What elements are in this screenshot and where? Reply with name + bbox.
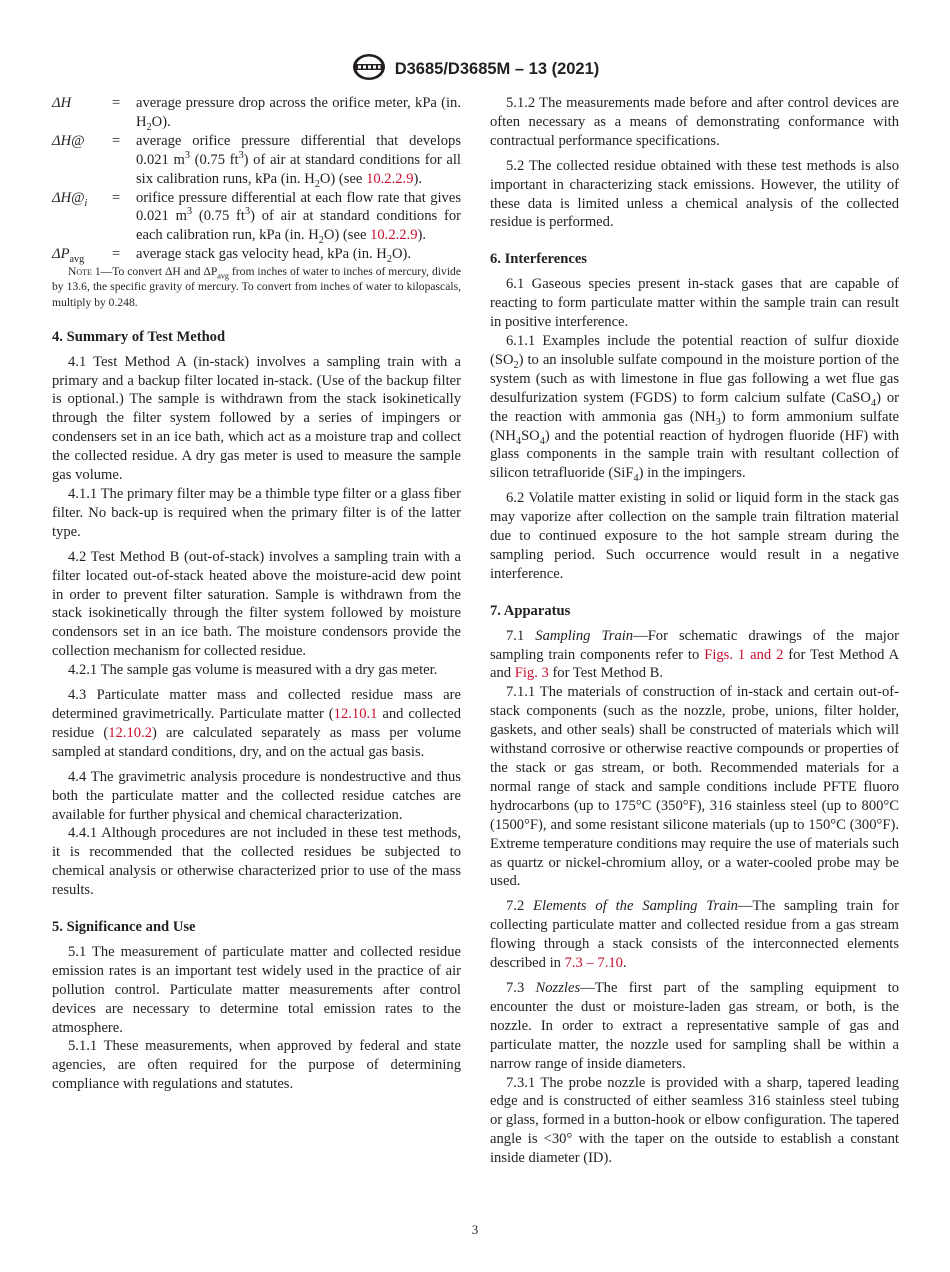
note-1: Note 1—To convert ΔH and $\Delta P_{avg}$ from inches of water to inches of mercury, divide by 13.6, the specific gravity of mercury. To convert from inches of water to kilopascals, multiply by 0.248.	[52, 265, 461, 309]
equals-sign: =	[112, 132, 121, 149]
section-link-12-10-2[interactable]: 12.10.2	[108, 724, 152, 741]
paragraph-4-2-1: 4.2.1 The sample gas volume is measured with a dry gas meter.	[68, 662, 438, 679]
paragraph-5-1-2: 5.1.2 The measurements made before and after control devices are often necessary as a means of demonstrating conformance with contractual performance specifications.	[490, 95, 899, 149]
section-link-10-2-2-9[interactable]: 10.2.2.9	[366, 170, 414, 187]
symbol-definition-delta-h-at	[52, 132, 461, 189]
paragraph-4-2: 4.2 Test Method B (out-of-stack) involves a sampling train with a filter located out-of-stack heated above the moisture-acid dew point in order to prevent filter saturation. Sample is withdrawn from the stack isokinetically through the filter system followed by moisture condensors set in an ice bath. The moisture condensors provide the collection mechanism for collected residue.	[52, 548, 461, 660]
document-designation: D3685/D3685M – 13 (2021)	[394, 60, 600, 78]
right-column	[490, 94, 899, 1168]
paragraph-6-1: 6.1 Gaseous species present in-stack gases that are capable of reacting to form particulate matter within the sample train can result in positive interference.	[490, 276, 899, 331]
paragraph-7-3-1: 7.3.1 The probe nozzle is provided with a sharp, tapered leading edge and is constructed of either seamless 316 stainless steel tubing or glass, formed in a button-hook or elbow configuration. The tapered angle is <30° with the taper on the outside to establish a constant inside diameter (ID).	[490, 1074, 899, 1167]
section-link-12-10-1[interactable]: 12.10.1	[333, 705, 378, 722]
paragraph-4-3: 4.3 Particulate matter mass and collected residue mass are determined gravimetrically. Particulate matter (12.10.1 and collected residue (12.10.2) are calculated separately as mass per volume sampled at standard conditions, dry, and on the actual gas basis.	[52, 687, 462, 760]
symbol: ΔH	[52, 95, 72, 111]
symbol-definition-delta-h	[52, 94, 461, 132]
definition: average pressure drop across the orifice meter, kPa (in. $H_2O$).	[136, 95, 461, 133]
definition: average orifice pressure differential that develops 0.021 $m^3$ (0.75 $ft^3$) of air at standard conditions for all six calibration runs, kPa (in. $H_2O$) (see 10.2.2.9).	[136, 132, 461, 190]
paragraph-7-1-1: 7.1.1 The materials of construction of in-stack and certain out-of-stack components (such as the nozzle, probe, unions, filter holder, gaskets, and other seals) shall be constructed of materials which will withstand corrosive or otherwise reactive compounds or properties of the stack or gas stream, or both. Recommended materials for a normal range of stack and sample conditions include PFTE fluoro hydrocarbons (up to 175°C (350°F), 316 stainless steel (up to 800°C (1500°F), and some resistant silicone materials (up to 150°C (300°F). Extreme temperature conditions may require the use of materials such as quartz or nickel-chromium alloy, or a water-cooled probe may be used.	[490, 684, 899, 890]
paragraph-4-1: 4.1 Test Method A (in-stack) involves a sampling train with a primary and a backup filter located in-stack. (Use of the backup filter is optional.) The sample is withdrawn from the stack isokinetically through the filter system followed by a series of impingers or condensers set in an ice bath, which act as a moisture trap and collect the collected residue. A dry gas meter is used to measure the sample gas volume.	[52, 353, 461, 484]
symbol: $\Delta P_{avg}$	[52, 246, 85, 266]
figure-link-figs-1-2[interactable]: Figs. 1 and 2	[704, 646, 784, 663]
definition: orifice pressure differential at each flow rate that gives 0.021 $m^3$ (0.75 $ft^3$) of air at standard conditions for each calibration run, kPa (in. $H_2O$) (see 10.2.2.9).	[136, 189, 461, 247]
page-number: 3	[471, 1222, 479, 1237]
paragraph-7-3: 7.3 Nozzles—The first part of the sampling equipment to encounter the dust or moisture-laden gas stream, or both, is the nozzle. In order to extract a representative sample of gas and particulate matter, the nozzle used for sampling shall be within a narrow range of inside diameters.	[490, 979, 900, 1072]
section-heading-7: 7. Apparatus	[490, 602, 571, 619]
section-heading-4: 4. Summary of Test Method	[52, 328, 226, 345]
equals-sign: =	[112, 189, 121, 206]
paragraph-5-1: 5.1 The measurement of particulate matter and collected residue emission rates is an important test widely used in the practice of air pollution control. Particulate matter measurements after control devices are necessary to determine total emission rates to the atmosphere.	[52, 943, 461, 1036]
paragraph-6-2: 6.2 Volatile matter existing in solid or liquid form in the stack gas may vaporize after collection on the sample train filtration material due to continued exposure to the hot sample stream during the sampling period. Such occurrence would result in a negative interference.	[490, 490, 899, 582]
paragraph-6-1-1: 6.1.1 Examples include the potential reaction of sulfur dioxide $(SO_2)$ to an insoluble sulfate compound in the moisture portion of the system (such as with limestone in flue gas following a wet flue gas desulfurization system (FGDS) to form calcium sulfate (CaSO$_4$) or the reaction with ammonia gas $(NH_3)$ to form ammonium sulfate $(NH_4SO_4)$ and the potential reaction of hydrogen fluoride (HF) with glass components in the sample train with resultant collection of silicon tetrafluoride (SiF$_4$) in the impingers.	[490, 332, 899, 485]
paragraph-7-1: 7.1 Sampling Train—For schematic drawings of the major sampling train components refer to Figs. 1 and 2 for Test Method A and Fig. 3 for Test Method B.	[490, 627, 900, 682]
equals-sign: =	[112, 246, 121, 263]
section-heading-5: 5. Significance and Use	[52, 919, 196, 936]
page-header	[0, 52, 950, 87]
paragraph-5-1-1: 5.1.1 These measurements, when approved by federal and state agencies, are often required for the purpose of determining compliance with regulations and statutes.	[52, 1038, 461, 1093]
paragraph-4-1-1: 4.1.1 The primary filter may be a thimble type filter or a glass fiber filter. No back-up is required when the primary filter is of the latter type.	[52, 486, 461, 540]
paragraph-4-4-1: 4.4.1 Although procedures are not included in these test methods, it is recommended that the collected residues be subjected to chemical analysis or otherwise characterized prior to use of the mass results.	[52, 825, 461, 899]
symbol-definition-delta-p-avg	[52, 245, 461, 264]
note-label: Note 1	[68, 265, 101, 279]
section-link-7-3-to-7-10[interactable]: 7.3 – 7.10	[564, 955, 623, 972]
paragraph-4-4: 4.4 The gravimetric analysis procedure is nondestructive and thus both the particulate matter and the collected residue catches are available for further physical and chemical characterization.	[52, 768, 461, 823]
symbol: $\Delta H@_i$	[52, 189, 88, 209]
paragraph-5-2: 5.2 The collected residue obtained with these test methods is also important in characterizing stack emissions. However, the utility of these data is limited unless a chemical analysis of the collected residue is performed.	[490, 157, 899, 231]
symbol-definition-delta-h-at-i	[52, 189, 461, 246]
definition: average stack gas velocity head, kPa (in. $H_2O$).	[136, 246, 412, 266]
equals-sign: =	[112, 95, 121, 111]
left-column	[52, 94, 461, 1094]
symbol: ΔH@	[52, 132, 85, 149]
section-link-10-2-2-9[interactable]: 10.2.2.9	[370, 227, 418, 244]
astm-logo-icon	[351, 52, 387, 87]
figure-link-fig-3[interactable]: Fig. 3	[514, 665, 549, 682]
paragraph-7-2: 7.2 Elements of the Sampling Train—The sampling train for collecting particulate matter and collected residue from a gas stream flowing through a stack consists of the interconnected elements described in 7.3 – 7.10.	[490, 898, 900, 972]
section-heading-6: 6. Interferences	[490, 251, 587, 268]
